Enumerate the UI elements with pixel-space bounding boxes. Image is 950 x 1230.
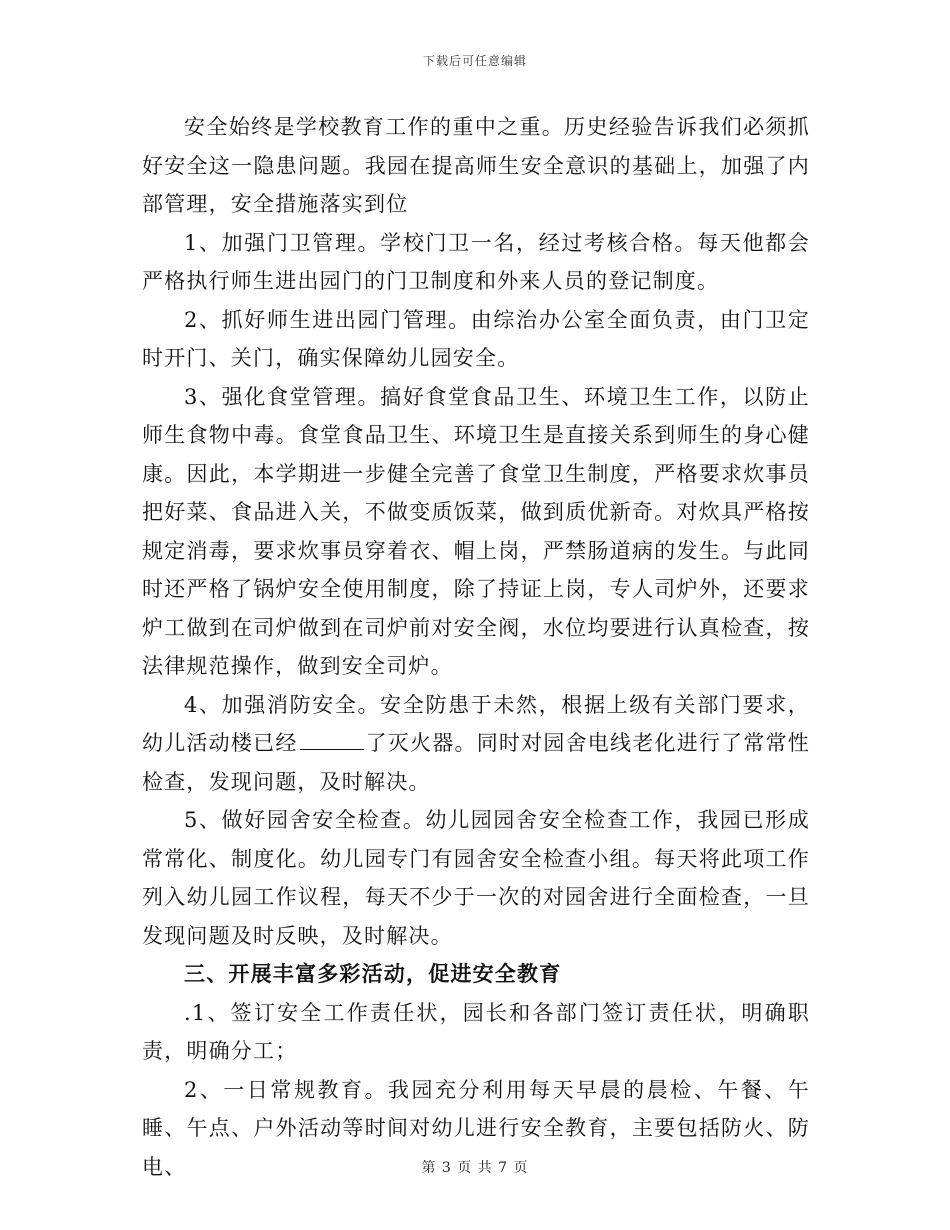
page-header: 下载后可任意编辑 <box>422 54 527 68</box>
page-number: 第 3 页 共 7 页 <box>421 1160 529 1176</box>
document-body <box>142 108 810 1186</box>
paragraph-entry-management: 2、抓好师生进出园门管理。由综治办公室全面负责，由门卫定时开门、关门，确实保障幼儿园安全。 <box>142 307 810 370</box>
paragraph-daily-education: 2、一日常规教育。我园充分利用每天早晨的晨检、午餐、午睡、午点、户外活动等时间对幼儿进行安全教育，主要包括防火、防电、 <box>142 1077 810 1179</box>
paragraph-intro: 安全始终是学校教育工作的重中之重。历史经验告诉我们必须抓好安全这一隐患问题。我园在提高师生安全意识的基础上，加强了内部管理，安全措施落实到位 <box>142 115 810 216</box>
section-heading-3: 三、开展丰富多彩活动，促进安全教育 <box>184 961 562 986</box>
fire-safety-text-before: 4、加强消防安全。安全防患于未然，根据上级有关部门要求，幼儿活动楼已经 <box>142 692 810 755</box>
paragraph-responsibility: .1、签订安全工作责任状，园长和各部门签订责任状，明确职责，明确分工； <box>142 1000 810 1063</box>
fill-in-blank <box>300 731 364 750</box>
paragraph-canteen: 3、强化食堂管理。搞好食堂食品卫生、环境卫生工作，以防止师生食物中毒。食堂食品卫生、环境卫生是直接关系到师生的身心健康。因此，本学期进一步健全完善了食堂卫生制度，严格要求炊事员把好菜、食品进入关，不做变质饭菜，做到质优新奇。对炊具严格按规定消毒，要求炊事员穿着衣、帽上岗，严禁肠道病的发生。与此同时还严格了锅炉安全使用制度，除了持证上岗，专人司炉外，还要求炉工做到在司炉做到在司炉前对安全阀，水位均要进行认真检查，按法律规范操作，做到安全司炉。 <box>142 384 810 678</box>
paragraph-building-inspection: 5、做好园舍安全检查。幼儿园园舍安全检查工作，我园已形成常常化、制度化。幼儿园专门有园舍安全检查小组。每天将此项工作列入幼儿园工作议程，每天不少于一次的对园舍进行全面检查，一旦发现问题及时反映，及时解决。 <box>142 808 810 948</box>
paragraph-gate-guard: 1、加强门卫管理。学校门卫一名，经过考核合格。每天他都会严格执行师生进出园门的门卫制度和外来人员的登记制度。 <box>142 230 810 293</box>
fire-safety-text-after: 了灭火器。同时对园舍电线老化进行了常常性检查，发现问题，及时解决。 <box>142 731 811 794</box>
paragraph-fire-safety <box>142 686 810 802</box>
